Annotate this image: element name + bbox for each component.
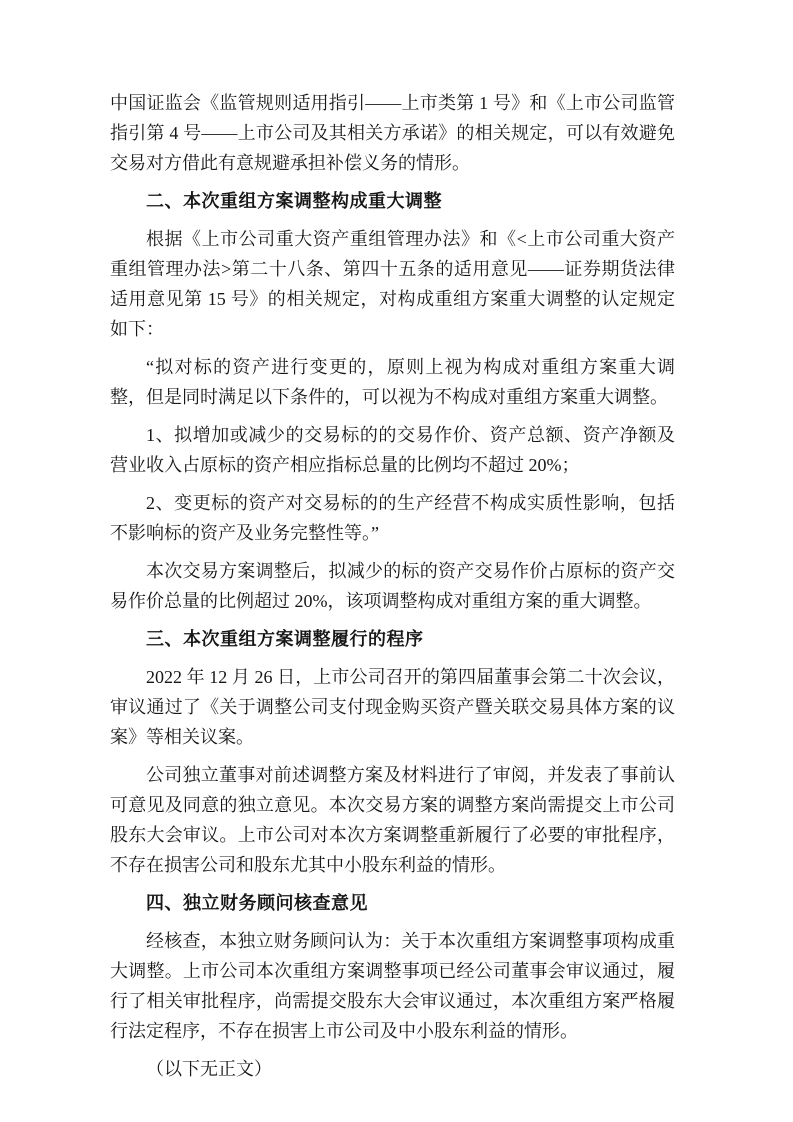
- paragraph: 本次交易方案调整后，拟减少的标的资产交易作价占原标的资产交易作价总量的比例超过 20%，该项调整构成对重组方案的重大调整。: [110, 561, 675, 611]
- paragraph: （以下无正文）: [146, 1059, 272, 1079]
- paragraph: 2022 年 12 月 26 日，上市公司召开的第四届董事会第二十次会议，审议通过了《关于调整公司支付现金购买资产暨关联交易具体方案的议案》等相关议案。: [110, 667, 675, 747]
- paragraph: 公司独立董事对前述调整方案及材料进行了审阅，并发表了事前认可意见及同意的独立意见。本次交易方案的调整方案尚需提交上市公司股东大会审议。上市公司对本次方案调整重新履行了必要的审批程序，不存在损害公司和股东尤其中小股东利益的情形。: [110, 765, 675, 875]
- section-heading: 二、本次重组方案调整构成重大调整: [146, 191, 442, 211]
- paragraph: 1、拟增加或减少的交易标的的交易作价、资产总额、资产净额及营业收入占原标的资产相应指标总量的比例均不超过 20%；: [110, 425, 675, 475]
- paragraph: “拟对标的资产进行变更的，原则上视为构成对重组方案重大调整，但是同时满足以下条件的，可以视为不构成对重组方案重大调整。: [110, 357, 675, 407]
- paragraph: 根据《上市公司重大资产重组管理办法》和《<上市公司重大资产重组管理办法>第二十八条、第四十五条的适用意见——证券期货法律适用意见第 15 号》的相关规定，对构成重组方案重大调整的认定规定如下：: [110, 229, 675, 339]
- paragraph: 2、变更标的资产对交易标的的生产经营不构成实质性影响，包括不影响标的资产及业务完整性等。”: [110, 493, 675, 543]
- section-heading: 四、独立财务顾问核查意见: [146, 893, 368, 913]
- paragraph: 经核查，本独立财务顾问认为：关于本次重组方案调整事项构成重大调整。上市公司本次重组方案调整事项已经公司董事会审议通过，履行了相关审批程序，尚需提交股东大会审议通过，本次重组方案严格履行法定程序，不存在损害上市公司及中小股东利益的情形。: [110, 931, 675, 1041]
- document-body: [110, 88, 675, 1084]
- paragraph: 中国证监会《监管规则适用指引——上市类第 1 号》和《上市公司监管指引第 4 号——上市公司及其相关方承诺》的相关规定，可以有效避免交易对方借此有意规避承担补偿义务的情形。: [110, 93, 675, 173]
- section-heading: 三、本次重组方案调整履行的程序: [146, 629, 424, 649]
